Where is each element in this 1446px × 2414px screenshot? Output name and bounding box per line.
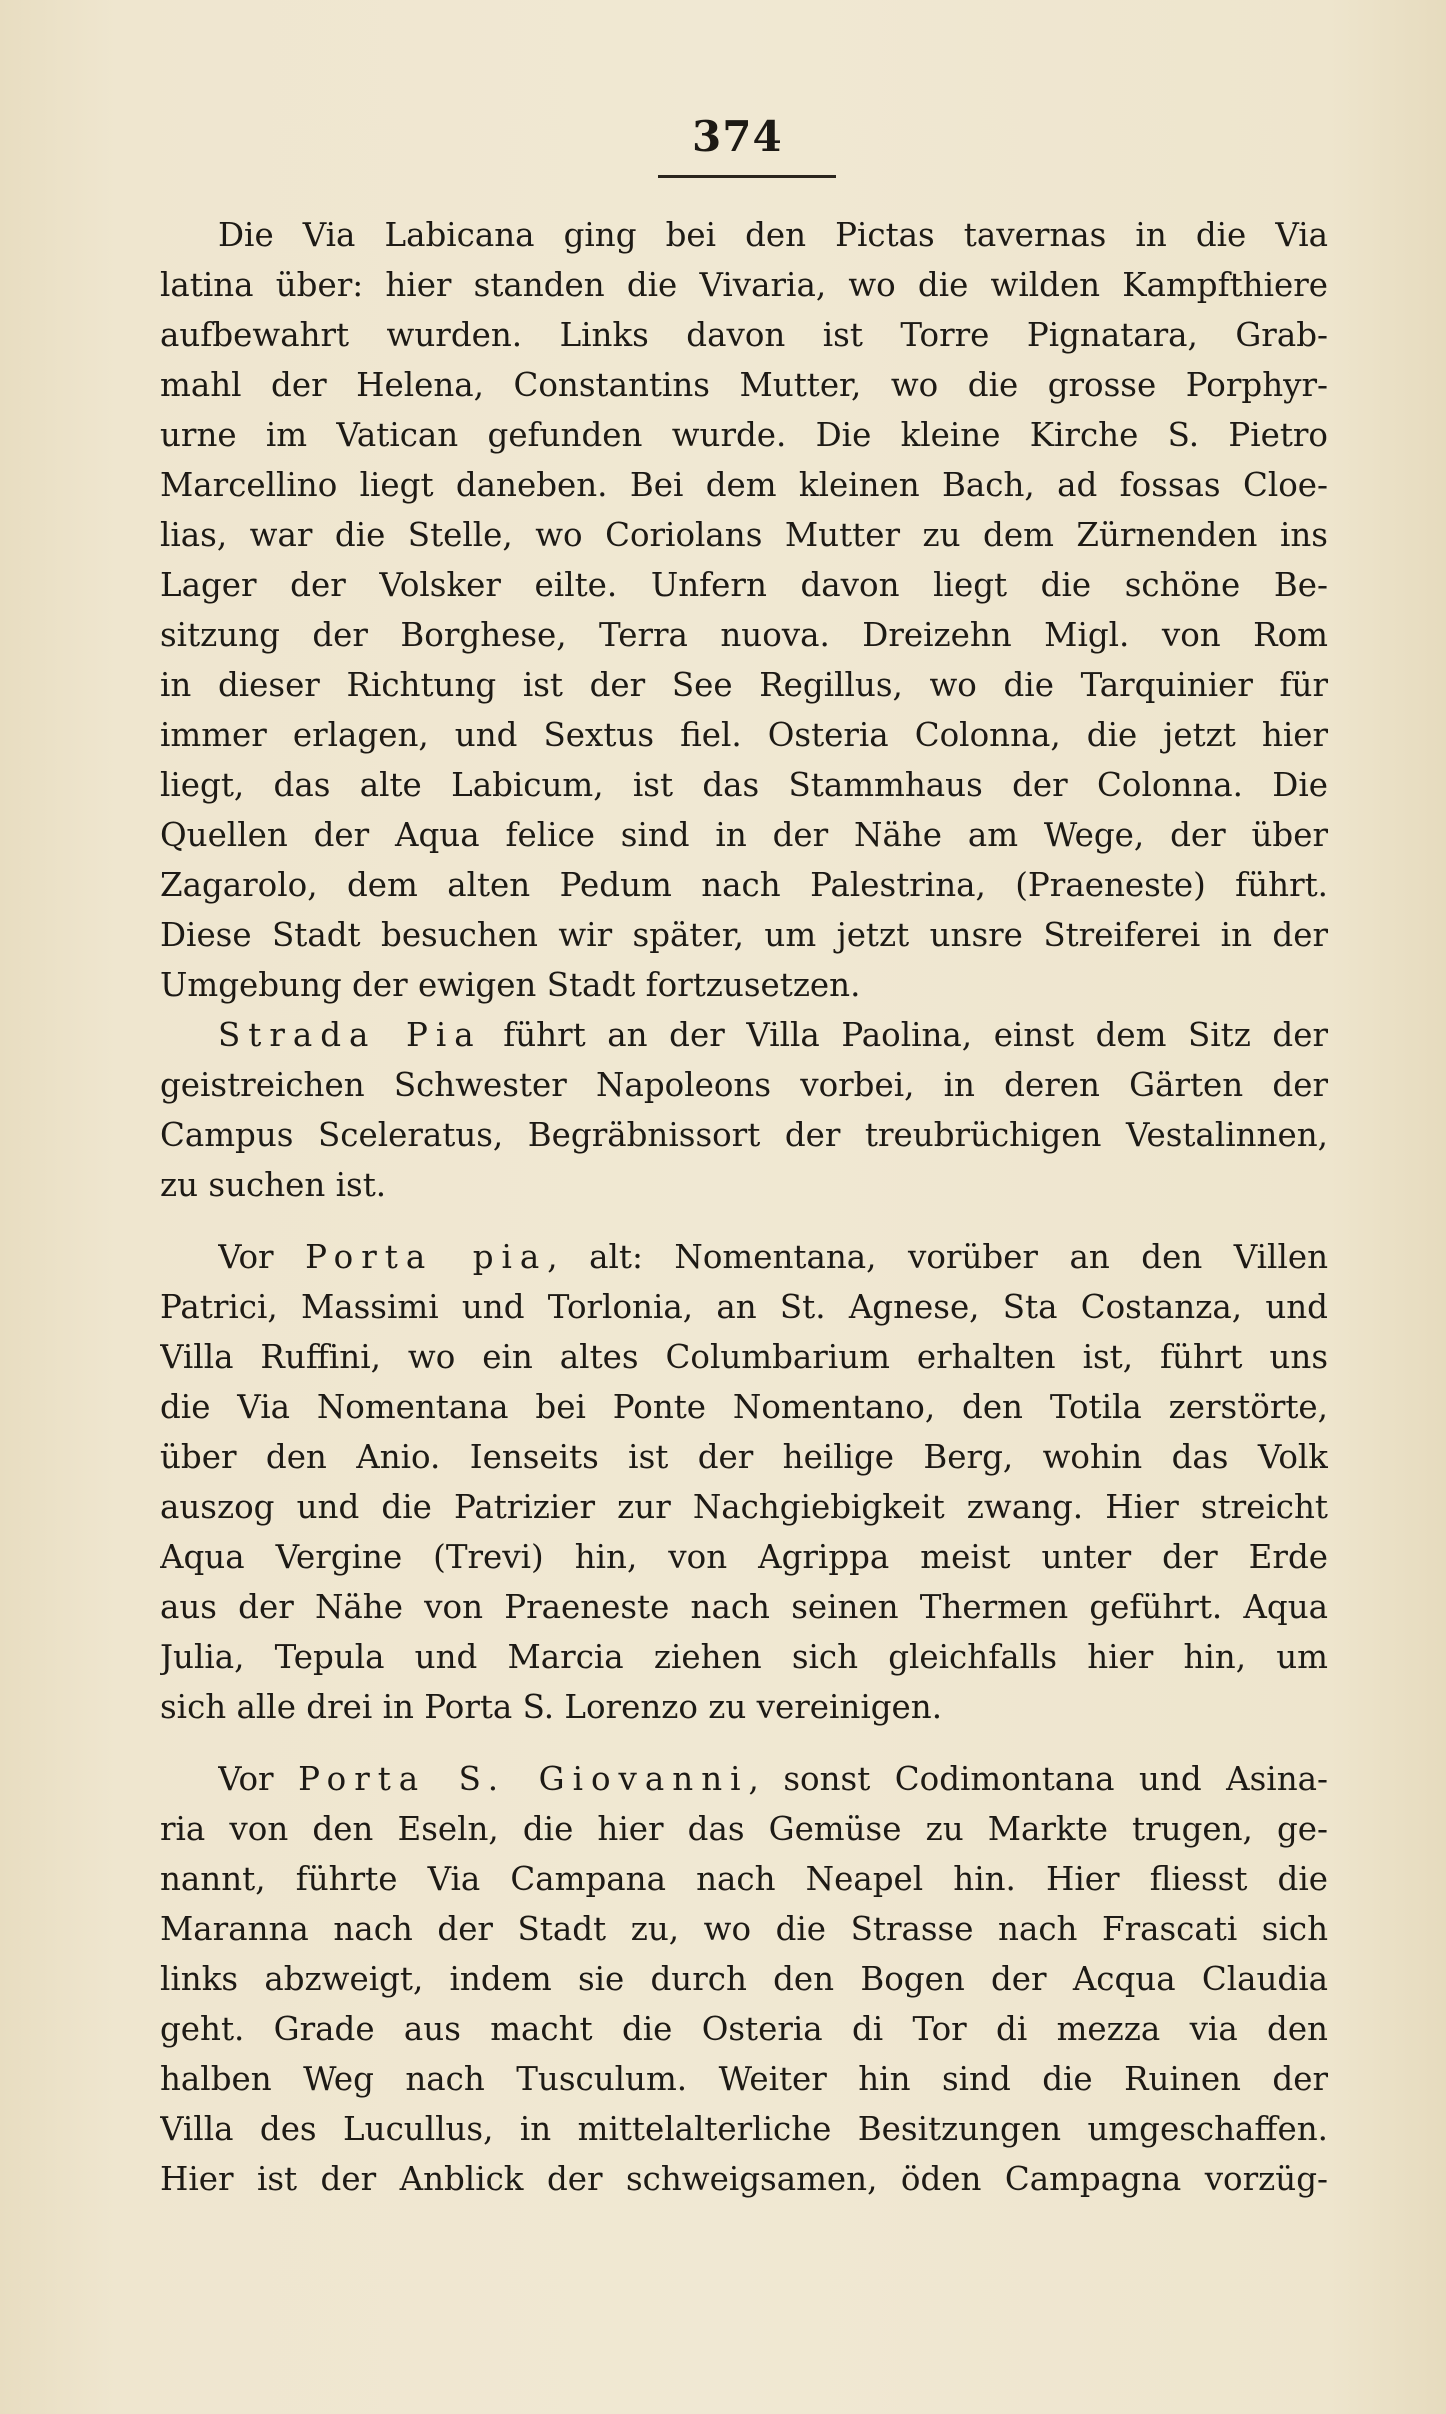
spaced-term: Strada Pia xyxy=(218,1016,482,1054)
text-line: Umgebung der ewigen Stadt fortzusetzen. xyxy=(160,966,861,1004)
text-line: Julia, Tepula und Marcia ziehen sich gleichfalls hier hin, um xyxy=(160,1638,1328,1676)
paragraph-1 xyxy=(160,210,1328,1010)
text-line: mahl der Helena, Constantins Mutter, wo die grosse Porphyr- xyxy=(160,366,1328,404)
text-line: halben Weg nach Tusculum. Weiter hin sind die Ruinen der xyxy=(160,2060,1328,2098)
text-line: zu suchen ist. xyxy=(160,1166,387,1204)
line-pre: Vor xyxy=(218,1238,306,1276)
text-line: Marcellino liegt daneben. Bei dem kleinen Bach, ad fossas Cloe- xyxy=(160,466,1328,504)
text-line: Patrici, Massimi und Torlonia, an St. Agnese, Sta Costanza, und xyxy=(160,1288,1328,1326)
text-line: Die Via Labicana ging bei den Pictas tavernas in die Via xyxy=(218,216,1328,254)
text-line: latina über: hier standen die Vivaria, wo die wilden Kampfthiere xyxy=(160,266,1328,304)
line-rest: führt an der Villa Paolina, einst dem Sitz der xyxy=(481,1016,1328,1054)
spaced-term: Porta S. Giovanni xyxy=(298,1760,749,1798)
text-line: links abzweigt, indem sie durch den Bogen der Acqua Claudia xyxy=(160,1960,1328,1998)
text-line: Villa Ruffini, wo ein altes Columbarium erhalten ist, führt uns xyxy=(160,1338,1328,1376)
text-line: Aqua Vergine (Trevi) hin, von Agrippa meist unter der Erde xyxy=(160,1538,1328,1576)
text-line: immer erlagen, und Sextus fiel. Osteria Colonna, die jetzt hier xyxy=(160,716,1328,754)
text-line: ria von den Eseln, die hier das Gemüse zu Markte trugen, ge- xyxy=(160,1810,1328,1848)
spaced-term: Porta pia xyxy=(305,1238,548,1276)
paragraph-gap xyxy=(218,1210,1328,1232)
text-line: geistreichen Schwester Napoleons vorbei, in deren Gärten der xyxy=(160,1066,1328,1104)
text-line: die Via Nomentana bei Ponte Nomentano, den Totila zerstörte, xyxy=(160,1388,1328,1426)
text-line: Lager der Volsker eilte. Unfern davon liegt die schöne Be- xyxy=(160,566,1328,604)
text-line: Hier ist der Anblick der schweigsamen, öden Campagna vorzüg- xyxy=(160,2160,1328,2198)
text-line: nannt, führte Via Campana nach Neapel hin. Hier fliesst die xyxy=(160,1860,1328,1898)
text-line: sitzung der Borghese, Terra nuova. Dreizehn Migl. von Rom xyxy=(160,616,1328,654)
header-rule xyxy=(658,175,836,178)
text-line: Quellen der Aqua felice sind in der Nähe am Wege, der über xyxy=(160,816,1328,854)
text-line: aus der Nähe von Praeneste nach seinen Thermen geführt. Aqua xyxy=(160,1588,1328,1626)
text-line xyxy=(218,1754,1328,1804)
text-line: Zagarolo, dem alten Pedum nach Palestrina, (Praeneste) führt. xyxy=(160,866,1328,904)
paragraph-gap xyxy=(218,1732,1328,1754)
text-line: Campus Sceleratus, Begräbnissort der treubrüchigen Vestalinnen, xyxy=(160,1116,1328,1154)
paragraph-3 xyxy=(160,1232,1328,1732)
text-line: geht. Grade aus macht die Osteria di Tor di mezza via den xyxy=(160,2010,1328,2048)
text-line: urne im Vatican gefunden wurde. Die kleine Kirche S. Pietro xyxy=(160,416,1328,454)
text-line: liegt, das alte Labicum, ist das Stammhaus der Colonna. Die xyxy=(160,766,1328,804)
text-line xyxy=(218,1010,1328,1060)
text-line: über den Anio. Ienseits ist der heilige Berg, wohin das Volk xyxy=(160,1438,1328,1476)
line-rest: , alt: Nomentana, vorüber an den Villen xyxy=(547,1238,1328,1276)
paragraph-4 xyxy=(160,1754,1328,2204)
text-line: auszog und die Patrizier zur Nachgiebigkeit zwang. Hier streicht xyxy=(160,1488,1328,1526)
text-line: Diese Stadt besuchen wir später, um jetzt unsre Streiferei in der xyxy=(160,916,1328,954)
line-pre: Vor xyxy=(218,1760,299,1798)
text-line: sich alle drei in Porta S. Lorenzo zu vereinigen. xyxy=(160,1688,943,1726)
text-line: aufbewahrt wurden. Links davon ist Torre Pignatara, Grab- xyxy=(160,316,1328,354)
text-line: in dieser Richtung ist der See Regillus, wo die Tarquinier für xyxy=(160,666,1328,704)
paragraph-2 xyxy=(160,1010,1328,1210)
text-line xyxy=(218,1232,1328,1282)
page-number: 374 xyxy=(692,112,783,161)
body-text xyxy=(160,210,1328,2204)
text-line: Villa des Lucullus, in mittelalterliche Besitzungen umgeschaffen. xyxy=(160,2110,1328,2148)
text-line: lias, war die Stelle, wo Coriolans Mutter zu dem Zürnenden ins xyxy=(160,516,1328,554)
text-line: Maranna nach der Stadt zu, wo die Strasse nach Frascati sich xyxy=(160,1910,1328,1948)
line-rest: , sonst Codimontana und Asina- xyxy=(748,1760,1328,1798)
